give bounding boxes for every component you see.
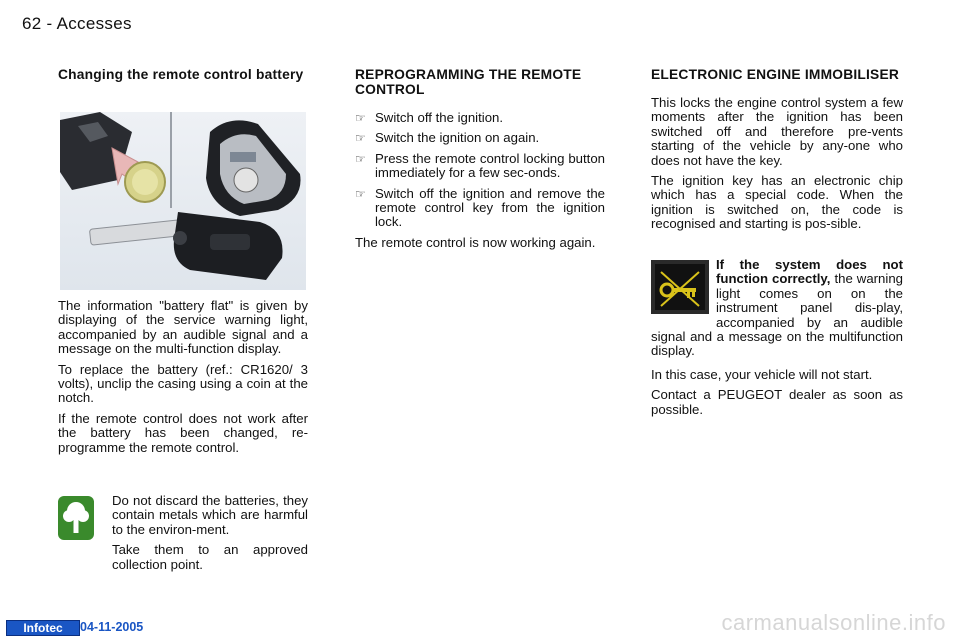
page-number: 62 [22, 14, 42, 33]
reprogramming-column [355, 67, 605, 256]
eco-note [112, 494, 308, 578]
warning-bold: If the system does not function correctly, [716, 257, 903, 287]
list-item: ☞ Switch the ignition on again. [355, 130, 540, 146]
list-item: ☞ Switch off the ignition and remove the remote control key from the ignition lock. [355, 185, 605, 230]
hand-pointer-icon: ☞ [355, 111, 366, 125]
immobiliser-warning [651, 258, 903, 359]
infotec-badge: Infotec [6, 620, 80, 636]
list-item: ☞ Press the remote control locking button immediately for a few sec-onds. [355, 150, 605, 181]
list-item: ☞ Switch off the ignition. [355, 110, 504, 125]
battery-column [58, 67, 308, 96]
warning-text: the warning light comes on on the instrument panel dis-play, accompanied by an audible signal and a message on the multifunction display. [651, 271, 903, 359]
immobiliser-paragraph: This locks the engine control system a few moments after the ignition has been switched off and therefore pre-vents starting of the vehicle by any-one who does not have the key. [651, 95, 903, 168]
immobiliser-paragraph: In this case, your vehicle will not start. [651, 367, 873, 382]
remote-control-key-photo [60, 112, 306, 290]
hand-pointer-icon: ☞ [355, 186, 366, 201]
reprogramming-heading: REPROGRAMMING THE REMOTE CONTROL [355, 67, 582, 97]
battery-paragraph: If the remote control does not work after the battery has been changed, re-programme the remote control. [58, 410, 308, 455]
eco-paragraph: Do not discard the batteries, they contain metals which are harmful to the environ-ment. [112, 493, 308, 537]
battery-paragraph: To replace the battery (ref.: CR1620/ 3 volts), unclip the casing using a coin at the notch. [58, 361, 308, 406]
battery-paragraph: The information "battery flat" is given by displaying of the service warning light, accompanied by an audible signal and a message on the multi-function display. [58, 298, 308, 357]
header-separator: - [46, 14, 53, 33]
immobiliser-heading: ELECTRONIC ENGINE IMMOBILISER [651, 67, 900, 82]
remote-key-illustration [60, 112, 306, 290]
immobiliser-column [651, 67, 903, 238]
footer-date: 04-11-2005 [80, 620, 144, 634]
page-header [22, 14, 132, 34]
immobiliser-after [651, 368, 903, 423]
immobiliser-paragraph: Contact a PEUGEOT dealer as soon as possible. [651, 387, 903, 417]
tree-icon [58, 496, 94, 540]
battery-info [58, 299, 308, 461]
battery-heading: Changing the remote control battery [58, 67, 304, 82]
eco-paragraph: Take them to an approved collection point. [112, 542, 308, 572]
watermark: carmanualsonline.info [721, 610, 946, 635]
section-title: Accesses [56, 14, 132, 33]
hand-pointer-icon: ☞ [355, 131, 366, 146]
warning-icon-spacer [651, 258, 716, 316]
immobiliser-paragraph: The ignition key has an electronic chip which has a special code. When the ignition is switched on, the code is recognised and starting is pos-sible. [651, 173, 903, 232]
reprogramming-steps [355, 111, 605, 230]
reprogramming-result: The remote control is now working again. [355, 234, 596, 250]
hand-pointer-icon: ☞ [355, 151, 366, 166]
